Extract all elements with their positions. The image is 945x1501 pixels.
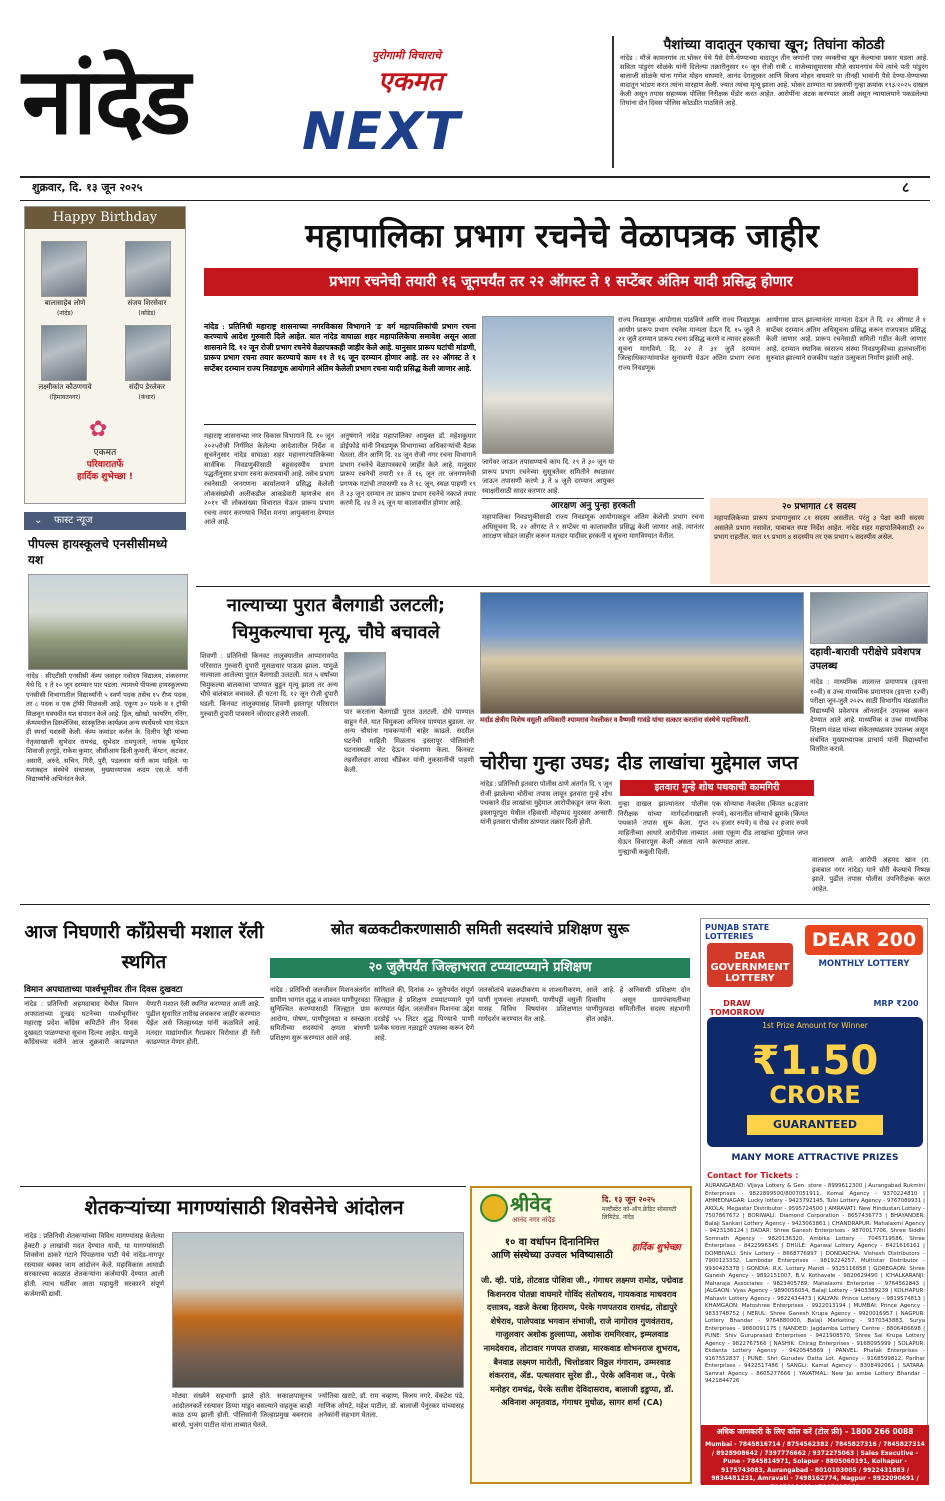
lead-intro: नांदेड : प्रतिनिधी महाराष्ट्र शासनाच्या नगरविकास विभागाने 'ड' वर्ग महापालिकांची प्रभाग रचना करण्याचे आदेश गुरुवारी दिले आहेत. यात नांदेड वाघाळा शहर महापालिकेचा समावेश असून आता शासनाने दि. १२ जून रोजी प्रभाग रचनेचे वेळापत्रकही जाहीर केले आहे. यानुसार प्रारूप घटांची मांडणी, प्रारूप प्रभाग रचना तयार करण्याचे काम ११ ते १६ जून दरम्यान होणार आहे. तर २२ ऑगस्ट ते १ सप्टेंबर दरम्यान राज्य निवडणूक आयोगाने अंतिम केलेली प्रभाग रचना यादी प्रसिद्ध केली जाणार आहे. [204,322,476,373]
lottery-first-prize: 1st Prize Amount for Winner [762,1021,868,1030]
lottery-guaranteed: GUARANTEED [747,1115,883,1135]
top-right-news-box [612,36,928,168]
training-subtitle: २० जुलैपर्यंत जिल्हाभरात टप्प्याटप्प्याने प्रशिक्षण [270,958,690,978]
theft-col-1: नांदेड : प्रतिनिधी इतवारा पोलीस ठाणे अंतर्गत दि. ९ जून रोजी झालेल्या चोरीचा तपास लावून इतवारा गुन्हे शोध पथकाने दीड लाखांचा मुद्देमाल आरोपीकडून जप्त केला. इस्लापूरपुरा येथील रहिवासी मोहम्मद मुदस्सर अन्सारी यांनी इतवारा पोलीस ठाण्यात तक्रार दिली होती. [480,781,612,827]
lead-col-2: अनुषंगाने नांदेड महापालिका आयुक्त डॉ. महेशकुमार डोईफोडे यांनी निवडणूक विभागाच्या अधिकाऱ्यांची बैठक घेतला. तीन आणि दि. २४ जून रोजी नगर रचना विभागाने प्रभाग रचनेचे वेळापत्रकाचे जाहीर केले आहे. यानुसार प्रारूप रचनेची तयारी ११ ते १६ जून तर जनगणनेची प्रगणक गटांची तपासणी १७ ते १८ जून, स्थळ पाहणी १९ ते २३ जून दरम्यान तर प्रारूप प्रभाग रचनेचे नकाशे तयार करणे दि. २४ ते २६ जून या कालावधीत होणार आहे. [340,433,476,508]
minister-photo [810,592,928,644]
shivsena-col-3: ज्योतिबा खराटे, डॉ. राम चव्हाण, विजय नगरे, वेंकटेश पंडे, माणिक लोमटे, महेश पाटील, डॉ. बालाजी पेनुरकर यांच्यासह अनेकांनी सहभाग घेतला. [318,1393,464,1420]
bullock-col-2: पार करतांना बैलगाडी पुरात उलटली. दोघे पाण्यात वाहून गेले. यात चिमुकला अभिनव पाण्यात बुडाला. तर अन्य चौघांना गावकऱ्यांनी बाहेर काढले. सदरील घटनेची माहिती मिळताच इस्लापूर पोलिसांनी घटनास्थळी भेट देऊन पंचनामा केला. किनवट तहसीलदार शारदा चौंडेकर यांनी नुकसानीची पाहणी केली. [344,709,474,774]
chevron-down-icon: ⌄ [34,515,43,526]
fast-news-body: नांदेड : सीएटीसी एनसीसी कॅम्प जवाहर नवोदय विद्यालय, शंकरनगर येथे दि. १ ते १० जून दरम्यान पार पडला. त्यामध्ये पीपल्स हायस्कूलच्या एनसीसी विभागातील विद्यार्थ्यांनी ५ स्वर्ण पदक तसेच १५ रौप्य पदक, तर ८ पदक व एक ट्रॉफी मिळवली आहे. एकूण ३० पदके व १ ट्रॉफी मिळवून घवघवीत यश संपादन केले आहे. ड्रिल, खोखो, फायरिंग, रनिंग, कॅम्पमधील डिस्प्लेजिस, सांस्कृतिक कार्यक्रम अन्य स्पर्धेमध्ये भाग घेऊन ही स्पर्धा यशस्वी केली. कॅम्प कमांडर कर्नल के. दिलीप रेड्डी यांच्या नेतृत्वाखाली सुभेदार रामचंद्र, सुभेदार रामपुजारे, नायक सुभेदार शिवाजी हरगुंडे, राकेश कुमार, जीसीआय ढिली कुमारी, कॅप्टन, कटकर, असारी, अरुंदे, सचिन, गिरी, पुरी, पडलवार यांनी काम पाहिले. या यशाबद्दल संस्थेचे संचालक, मुख्याध्यापक कदम एस.जे. यांनी विद्यार्थ्यांचे अभिनंदन केले. [26,673,188,784]
lottery-dear200: DEAR 200 [805,925,923,955]
lottery-org: PUNJAB STATE LOTTERIES [705,923,770,941]
theft-col-3: एक सोन्याचा नेकलेस (किंमत ७८हजार रुपये), कानातील सोन्याचे झुमके (किंमत २५ हजार रुपये) व रोख २२ हजार रुपये असा एकूण दीड लाखांचा मुद्देमाल जप्त करण्यात आला. [712,801,808,847]
birthday-place: (नांदेड) [57,310,73,317]
shrived-anniversary: १० वा वर्धापन दिनानिमित्त [504,1237,600,1248]
avatar [125,241,171,297]
shrived-sub: आनंद नगर नांदेड [512,1216,556,1224]
divider [204,424,476,425]
lottery-amount: ₹1.50 [751,1038,879,1084]
protest-photo [172,1232,464,1388]
divider [20,1186,466,1187]
issue-date: शुक्रवार, दि. १३ जून २०२५ [32,181,143,194]
lead-col-5: आयोगास प्राप्त झाल्यानंतर मान्यता देऊन ते दि. २२ ऑगस्ट ते १ सप्टेंबर दरम्यान अंतिम अधिसूचना प्रसिद्ध करून राजपत्रात प्रसिद्ध केली जाणार आहे. प्रारूप रचनेसाठी समिती गठीत केली जाणार आहे. दरम्यान स्थानिक स्वराज्य संस्था निवडणुकीच्या हालचालींना सुरुवात झाल्याने राजकीय पक्षांत उत्सुकता निर्माण झाली आहे. [766,317,926,363]
shrived-advertisement [470,1186,692,1484]
lottery-prize-banner [707,1017,923,1147]
lead-photo-caption: जागेवर जाऊन तपासण्याचे काम दि. २९ ते ३० जून या प्रारूप प्रभाग रचनेच्या सुसूत्रतेवर समितीने स्थळावर जाऊन तपासणी करणे ३ ते ४ जुलै दरम्यान आयुक्त स्वाक्षरीसाठी सादर करणार आहे. [482,459,614,495]
avatar [41,241,87,297]
shrived-anniversary-2: आणि संस्थेच्या उज्वल भविष्यासाठी [491,1250,613,1261]
theft-col-2: गुन्हा दाखल झाल्यानंतर पोलीस निरीक्षक यांच्या मार्गदर्शनाखाली पथकाने तपास सुरू केला. गुप्त माहितीच्या आधारे आरोपीला ताब्यात घेऊन विचारपूस केली असता त्याने गुन्ह्याची कबुली दिली. [618,801,708,856]
birthday-place: (कोंडेड) [138,310,156,317]
lottery-dealers: AURANGABAD: Vijaya Lottery & Gen. store - 8999612300 | Aurangabad Rukmini Enterprises - 9822899500/8007051911, Komal Agency - 9370224810 | AHMEDNAGAR: Lucky lottery - 9423792145, Tulsi Lottery Agency - 9767089931 | AKOLA: Megastar Distributor - 9595724500 | AMRAVATI: New Hindustan Lottery - 7507867672 | BORIWALI: Diamond Corporation - 8657436773 | BHAYANDER: Balaji Sankari Lottery Agency - 9423063861 | CHANDRAPUR: Mahalaxmi Agency - 9423136124 | DADAR: Shree Ganesh Enterprises - 9870017706, Shree Siddhi Somnath Agency - 9820136320, Ambika Lottery - 7045719586, Shree Enterprises - 8422996345 | DHULE: Agarwal Lottery Agency - 8421616161 | DOMBIVALI: Shiv Lottery - 8668776997 | DONDAICHA: Vishesh Distributors - 7900123332, Lambodar Enterprises - 9819224257, Multistar Distributor - 9930425378 | GONDIA: R.K. Lottery Mandi - 9325116858 | GOREGAON: Shree Ganesh Agency - 9892151007, B.V. Kothavale - 9820629490 | ICHALKARANJI: Maharaja Associates - 9823405789, Mahalaxmi Enterprise - 9764562843 | JALGAON: Vyas Agency - 9890056054, Balaji Lottery - 9403389239 | KOLHAPUR: Mahavir Lottery Agency - 9822434473 | KALYAN: Prince Lottery - 9819574813 | KHAMGAON: Matoshree Enterprises - 9922013194 | MUMBAI: Prince Agency - 9833748752 | NERUL: Shree Ganesh Krupa Agency - 9920016957 | NAGPUR: Lottery Bhandar - 9764880000, Balaji Marketing - 9370343883, Surya Enterprises - 9860091175 | NANDED: Jagdamba Lottery Centre - 8806486698 | PUNE: Shiv Guruprasad Enterprises - 9421908570, Shree Sai Krupa Lottery Agency - 9822767566 | NASHIK: Chirag Enterprises - 9168095999 | SOLAPUR: Ekdanta Lottery Agency - 9420545869 | PANVEL: Phatak Enterprises - 9167552837 | PUNE: Shri Gurudev Datta Lot. Agency - 9168599812, Parihar Enterprises - 9422517486 | SANGLI: Kamal Agency - 8308492061 | SATARA: Samrat Agency - 8605277666 | YAVATMAL: New Jai ambe Lottery Bhandar - 9421844726 [705,1183,925,1384]
exam-body: नांदेड : माध्यमिक शालान्त प्रमाणपत्र (इयत्ता १०वी) व उच्च माध्यमिक प्रमाणपत्र (इयत्ता १२वी) परीक्षा जून-जुलै २०२५ साठी विभागीय मंडळातील विद्यार्थ्यांचे प्रवेशपत्र ऑनलाईन उपलब्ध करून देण्यात आले आहे. माध्यमिक व उच्च माध्यमिक शिक्षण मंडळ यांच्या संकेतस्थळावर उपलब्ध असून संबंधित मुख्याध्यापक प्राचार्य यांनी विद्यार्थ्यांना वितरित करावे. [810,679,928,754]
training-col-2: सांगितले की, दिनांक २० जुलैपर्यंत संपूर्ण जिल्ह्यात हे प्रशिक्षण टप्प्याटप्प्याने पूर्ण करण्यात येईल. जलजीवन मिशनचा उद्देश दरडोई ५५ लिटर शुद्ध पिण्याचे पाणी प्रत्येक घराला नळाद्वारे उपलब्ध करून देणे आहे. [374,987,474,1042]
lead-col-4: राज्य निवडणूक आयोगास पाठविणे आणि राज्य निवडणूक आयोग प्रारूप प्रभाग रचनेस मान्यता देऊन दि. १५ जुलै ते २१ जुलै दरम्यान प्रारूप रचना प्रसिद्ध करणे व त्यावर हरकती सूचना मागविणे. दि. २२ ते ३१ जुलै दरम्यान जिल्हाधिकाऱ्यांमार्फत सुनावणी घेऊन अंतिम प्रभाग रचना राज्य निवडणूक [618,317,760,372]
shrived-names: जी. व्ही. पांडे, तोटवाड पोशिवा जी., गंगाधर लक्ष्मण रामोड, पद्मेवाड किशनराव पोतन्ना वाघमारे गोविंद संतोषराव, गायकवाड माधवराव दत्तात्रय, वडजे केरबा हिरामण, पेरके गणपतराव रामचंद्र, तोडापुरे शेषेराव, पालेपवाड भगवान संभाजी, राजे नागोराव गुणवंतराव, गाजुलवार अशोक हुल्लाप्पा, अशोक रामगिरवार, इम्मलवाड नामदेवराव, तोटावार गणपत राजन्ना, मारकवाड शोभनराज शुभराव, बैनवाड लक्ष्मण मारोती, चित्तोडवार विठ्ठल गंगाराम, उम्मरवाड शंकरराव, ॲड. पत्थलवार सुरेश डी., पेरके अविनाश ज., पेरके मनोहर रामचंद्र, पेरके सतीश देविदासराव, बालाजी इडुप्पा, डॉ. अविनाश अमृतवाड, गंगाधर मुधोळ, सागर शर्मा (CA) [480,1275,684,1408]
lead-box-2-title: २० प्रभागात ८१ सदस्य [781,502,856,512]
birthday-name: लक्ष्मीकांत कौठणगावे [38,383,92,391]
lottery-mrp: MRP ₹200 [873,999,919,1008]
fast-news-header [24,512,186,530]
birthday-wish-3: हार्दिक शुभेच्छा ! [77,472,133,482]
lottery-contact: Contact for Tickets : [707,1171,799,1180]
lottery-logo: DEAR GOVERNMENT LOTTERY [707,943,793,987]
top-right-news-title: पैशांच्या वादातून एकाचा खून; तिघांना कोठडी [663,37,885,53]
lottery-monthly: MONTHLY LOTTERY [818,959,910,969]
theft-title: चोरीचा गुन्हा उघड; दीड लाखांचा मुद्देमाल जप्त [480,752,799,774]
masthead-brand: एकमत [378,67,443,97]
shivsena-col-2: मोठ्या संख्येने सहभागी झाले होते. सकाळपासूनच आंदोलनकर्ते रस्त्यावर ठिय्या मांडून बसल्याने वाहतूक काही काळ ठप्प झाली होती. पोलिसांनी जिल्हाप्रमुख बबनराव बारसे, भुजंग पाटील यांना ताब्यात घेतले. [172,1393,312,1429]
lead-col-1: महाराष्ट्र शासनाच्या नगर विकास विभागाने दि. १० जून २०२५रोजी निर्गमित केलेल्या आदेशातील निर्देश व सूचनेनुसार नांदेड वाघाळा शहर महानगरपालिकेच्या सार्वत्रिक निवडणुकीसाठी बहुसदस्यीय प्रभाग पद्धतीनुसार प्रभाग रचना करावयाची आहे. तसेच प्रभाग रचनेसाठी जनगणना कार्यालयाने प्रसिद्ध केलेली लोकसंख्येची अलीकडील आकडेवारी म्हणजेच सन २०११ ची लोकसंख्या विचारात घेऊन प्रारूप प्रभाग रचना तयार करण्याचे निर्देश मनपा आयुक्तांना देण्यात आले आहे. [204,433,334,527]
lottery-advertisement [700,918,928,1491]
fast-news-title: पीपल्स हायस्कूलचे एनसीसीमध्ये यश [28,537,168,567]
bullock-col-1: शिवणी : प्रतिनिधी किनवट तालुक्यातील आप्पारावपेठ परिसरात गुरुवारी दुपारी मुसळधार पाऊस झाला. यामुळे नाल्याला आलेल्या पुरात बैलगाडी उलटली. यात ५ वर्षांच्या चिमुकल्या बालकाचा पाण्यात बुडून मृत्यू झाला तर अन्य चौघे बालंबाल बचावले. ही घटना दि. १२ जून रोजी दुपारी घडली. किनवट तालुक्यासह शिवणी इस्लापूर परिसरात गुरुवारी दुपारी पावसाने जोरदार हजेरी लावली. [200,653,338,718]
exam-title: दहावी-बारावी परीक्षेचे प्रवेशपत्र उपलब्ध [810,647,921,672]
top-right-news-body: नांदेड : मौजे कामनगांव ता.भोकर येथे पैसे देणे-घेण्याच्या वादातून तीन जणांनी एका व्यक्तीचा खून केल्याचा प्रकार घडला आहे. सविता पांडुरंग सोळंके यांनी दिलेल्या तक्रारीनुसार १० जून रोजी रात्री ८ वाजेच्यासुमारास मौजे कामनगांव येथे त्यांचे पती पांडुरंग बालाजी सोळंके यांना गणेश मोहन वाघमारे, आनंद देगलूरकर आणि विजय मोहन वाघमारे या तीनही भावांनी पैसे देण्या-घेण्याच्या वादातून भांडण करत त्यांना मारहाण केली. ज्यात त्यांचा मृत्यू झाला आहे. भोकर ठाण्यात या प्रकरणी गुन्हा क्रमांक १९३/२०२५ दाखल केली असून तपास सहाय्यक पोलिस निरीक्षक मेंडोर करत आहेत. आरोपींना अटक करण्यात आली असून न्यायालयाने पकडलेल्या तिघांना दोन दिवस पोलिस कोठडीत पाठविले आहे. [620,55,928,107]
birthday-heading: Happy Birthday [25,207,185,229]
municipal-building-photo [482,316,614,454]
theft-subtitle: इतवारा गुन्हे शोध पथकाची कामगिरी [620,780,814,796]
training-col-3: जलस्रोतांचे बळकटीकरण व शाश्वतीकरण, पाणी गुणवत्ता तपासणी, पाणीपट्टी वसुली यासह विविध विषयांवर प्रशिक्षणात मार्गदर्शन करण्यात येत आहे. [478,987,582,1023]
lead-title: महापालिका प्रभाग रचनेचे वेळापत्रक जाहीर [305,216,819,255]
training-col-1: नांदेड : प्रतिनिधी जलजीवन मिशनअंतर्गत ग्रामीण भागात शुद्ध व शाश्वत पाणीपुरवठा सुनिश्चित करण्यासाठी जिल्ह्यात ग्राम आरोग्य, पोषण, पाणीपुरवठा व स्वच्छता समितीच्या सदस्यांचे क्षमता बांधणी प्रशिक्षण सुरू करण्यात आले आहे. [270,987,371,1042]
avatar [125,325,171,381]
lead-box-2-body: महापालिकेच्या प्रारूप प्रभागानुसार ८१ सदस्य असतील. परंतु ३ पेक्षा कमी सदस्य असलेले प्रभाग नसावेत, याबाबत स्पष्ट निर्देश आहेत. नांदेड शहर महापालिकेसाठी २० प्रभाग राहतील. यात १९ प्रभाग ४ सदस्यीय तर एक प्रभाग ५ सदस्यीय असेल. [714,515,924,542]
birthday-wish-2: परिवारातर्फे [86,460,124,470]
shivsena-col-1: नांदेड : प्रतिनिधी शेतकऱ्यांच्या विविध मागण्यांसह केलेल्या हेक्टरी ३ लाखांची मदत देण्यात यावी, या मागण्यांसाठी शिवसेना ठाकरे गटाने पिंपळगाव पाटी येथे नांदेड-नागपूर रस्त्यावर चक्का जाम आंदोलन केले. महाविकास आघाडी सरकारच्या काळात शेतकऱ्यांना कर्जमाफी देण्यात आली होती. त्याच धर्तीवर आता महायुती सरकारने संपूर्ण कर्जमाफी द्यावी. [24,1233,164,1298]
lottery-more-prizes: MANY MORE ATTRACTIVE PRIZES [731,1153,899,1163]
ncc-photo [28,574,188,670]
felicitation-photo [480,592,804,714]
birthday-name: संदीप डेरलेकर [128,383,166,391]
masthead-city: नांदेड [22,48,189,155]
masthead-next: NEXT [302,102,461,162]
congress-subtitle: विमान अपघाताच्या पार्श्वभूमीवर तीन दिवस दुखवटा [24,984,264,998]
shrived-wish: हार्दिक शुभेच्छा [632,1243,681,1253]
congress-title: आज निघणारी काँग्रेसची मशाल रॅली स्थगित [24,922,264,973]
lottery-crore: CRORE [769,1081,861,1109]
lottery-footer: Mumbai - 7845816714 / 8754562382 / 7845827316 / 7845827314 / 8928908642 / 7397776662 / 9372275063 | Sales Executive - Pune - 7845814971, Solapur - 8805060191, Kolhapur - 9175743083, Aurangabad - 8010103005 / 9922431883 / 9834481231, Amravati - 7498162774, Nagpur - 9922090691 / 7845819432 / 7845827259 [701,1439,929,1485]
birthday-place: (हिमायतनगर) [49,394,81,401]
training-col-4: आले आहे. हे अनिवासी प्रशिक्षण दोन दिवसीय असून ग्रामपंचायतीच्या पाणीपुरवठा समितीतील सदस्य सहभागी होत आहेत. [586,987,690,1023]
divider [196,586,930,587]
shrived-logo-icon [480,1194,508,1222]
flower-icon: ✿ [89,417,108,442]
bullock-title: नाल्याच्या पुरात बैलगाडी उलटली; चिमुकल्याचा मृत्यू, चौघे बचावले [226,595,446,643]
shivsena-title: शेतकऱ्यांच्या मागण्यांसाठी शिवसेनेचे आंदोलन [84,1196,404,1219]
date-bar-rule-bottom [20,200,930,201]
birthday-box [24,206,186,504]
lead-box-2 [710,498,928,584]
avatar [41,325,87,381]
felicitation-caption: मर्दाड क्षेत्रीय विशेष वसुली अधिकारी श्यामराव नेवलीकर व वैष्णवी गावंडे यांचा सत्कार करतांना संस्थेचे पदाधिकारी. [480,717,751,724]
lead-subtitle: प्रभाग रचनेची तयारी १६ जूनपर्यंत तर २२ ऑगस्ट ते १ सप्टेंबर अंतिम यादी प्रसिद्ध होणार [204,268,918,296]
page-number: ८ [902,180,910,196]
divider [20,904,930,905]
lottery-draw: DRAW TOMORROW [709,999,765,1017]
shrived-brand: श्रीवेद [510,1192,552,1216]
lead-box-1 [482,498,704,576]
birthday-name: संजय शिरसेवार [127,299,167,307]
birthday-wish-1: एकमत [93,448,117,458]
fast-news-label: फास्ट न्यूज [54,515,93,526]
birthday-place: (कंधार) [138,394,156,401]
birthday-name: बालासाहेब लोणे [44,299,86,307]
shrived-date: दि. १३ जून २०२५ [602,1195,656,1204]
lead-box-1-title: आरक्षण अनु पुन्हा हरकती [550,501,636,511]
training-title: स्रोत बळकटीकरणासाठी समिती सदस्यांचे प्रशिक्षण सुरू [330,920,630,938]
lottery-helpline: अधिक जाणकारी के लिए कॉल करें (टोल फ्री) - 1800 266 0088 [701,1425,929,1439]
child-photo [344,652,386,706]
congress-body: नांदेड : प्रतिनिधी अहमदाबाद येथील विमान अपघाताच्या दुःखद घटनेच्या पार्श्वभूमीवर महाराष्ट्र प्रदेश काँग्रेस कमिटीने तीन दिवस दुखवटा पाळण्याचा सूचना दिल्या आहेत. यामुळे काँग्रेसच्या वतीने आज शुक्रवारी काढण्यात येणारी मशाल रॅली स्थगित करण्यात आली आहे. पुढील सुधारित तारीख लवकरच जाहीर करण्यात येईल असे जिल्हाध्यक्ष यांनी कळविले आहे. मतदार याद्यांमधील गैरप्रकार विरोधात ही रॅली काढण्यात येणार होती. [24,1001,260,1047]
theft-col-4: वातावरण आले. आरोपी अहमद खान (रा. इकबाल नगर नांदेड) याने चोरी केल्याचे निष्पन्न झाले. पुढील तपास पोलीस उपनिरीक्षक करत आहेत. [812,857,930,893]
date-bar-rule-top [20,176,930,178]
shrived-org: मल्टीस्टेट को-ऑप.क्रेडिट सोसायटी लिमिटेड, नांदेड [602,1206,677,1221]
lead-box-1-body: महापालिका निवडणुकीसाठी राज्य निवडणूक आयोगाकडून अंतिम केलेली प्रभाग रचना अधिसूचना दि. २२ ऑगस्ट ते १ सप्टेंबर या कालावधीत प्रसिद्ध केली जाणार आहे. त्यानंतर आरक्षण सोडत जाहीर करून मतदार यादीवर हरकती व सूचना मागविण्यात येतील. [482,514,704,541]
masthead-tagline: पुरोगामी विचाराचे [372,49,442,62]
